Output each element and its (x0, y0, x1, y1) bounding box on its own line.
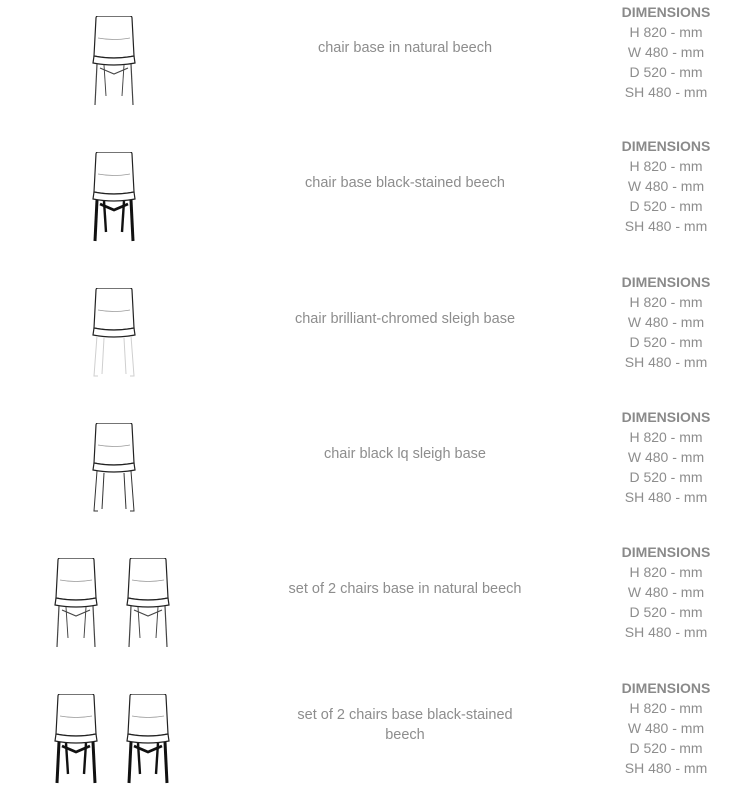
dimension-seat-height: SH 480 - mm (624, 218, 708, 234)
chair-icon (50, 558, 102, 650)
dimensions-block (602, 272, 730, 372)
dimension-height: H 820 - mm (629, 24, 703, 40)
chair-icon (50, 694, 102, 786)
chair-illustration (40, 16, 190, 116)
dimensions-title: DIMENSIONS (621, 544, 711, 560)
chair-icon (122, 558, 174, 650)
dimensions-block (602, 678, 730, 778)
dimensions-title: DIMENSIONS (621, 274, 711, 290)
chair-illustration (40, 152, 190, 252)
product-description: set of 2 chairs base in natural beech (288, 581, 522, 597)
product-row (0, 678, 756, 798)
dimension-seat-height: SH 480 - mm (624, 489, 708, 505)
dimensions-title: DIMENSIONS (621, 680, 711, 696)
dimension-depth: D 520 - mm (629, 198, 703, 214)
dimension-seat-height: SH 480 - mm (624, 84, 708, 100)
dimension-width: W 480 - mm (627, 584, 705, 600)
dimension-seat-height: SH 480 - mm (624, 760, 708, 776)
dimensions-block (602, 407, 730, 507)
dimension-width: W 480 - mm (627, 449, 705, 465)
dimension-width: W 480 - mm (627, 314, 705, 330)
product-description: chair brilliant-chromed sleigh base (294, 311, 516, 327)
dimension-height: H 820 - mm (629, 158, 703, 174)
product-row (0, 407, 756, 527)
dimension-height: H 820 - mm (629, 294, 703, 310)
chair-icon (88, 288, 140, 380)
chair-illustration (40, 288, 190, 388)
product-row (0, 542, 756, 662)
product-description: set of 2 chairs base black-stained beech (297, 707, 513, 743)
chair-icon (122, 694, 174, 786)
dimensions-block (602, 136, 730, 236)
dimension-depth: D 520 - mm (629, 334, 703, 350)
dimension-depth: D 520 - mm (629, 469, 703, 485)
dimension-depth: D 520 - mm (629, 64, 703, 80)
dimensions-block (602, 542, 730, 642)
dimension-seat-height: SH 480 - mm (624, 624, 708, 640)
chair-illustration (40, 694, 190, 794)
chair-illustration (40, 558, 190, 658)
chair-icon (88, 16, 140, 108)
product-description: chair black lq sleigh base (323, 446, 486, 462)
chair-icon (88, 423, 140, 515)
dimension-height: H 820 - mm (629, 429, 703, 445)
dimensions-block (602, 2, 730, 102)
chair-icon (88, 152, 140, 244)
dimension-depth: D 520 - mm (629, 604, 703, 620)
dimension-width: W 480 - mm (627, 44, 705, 60)
dimensions-title: DIMENSIONS (621, 138, 711, 154)
product-description: chair base in natural beech (317, 40, 493, 56)
dimension-width: W 480 - mm (627, 720, 705, 736)
product-row (0, 272, 756, 392)
dimensions-title: DIMENSIONS (621, 409, 711, 425)
dimensions-title: DIMENSIONS (621, 4, 711, 20)
dimension-seat-height: SH 480 - mm (624, 354, 708, 370)
dimension-height: H 820 - mm (629, 700, 703, 716)
dimension-height: H 820 - mm (629, 564, 703, 580)
product-row (0, 0, 756, 120)
chair-illustration (40, 423, 190, 523)
product-row (0, 136, 756, 256)
product-description: chair base black-stained beech (305, 175, 505, 191)
dimension-depth: D 520 - mm (629, 740, 703, 756)
dimension-width: W 480 - mm (627, 178, 705, 194)
